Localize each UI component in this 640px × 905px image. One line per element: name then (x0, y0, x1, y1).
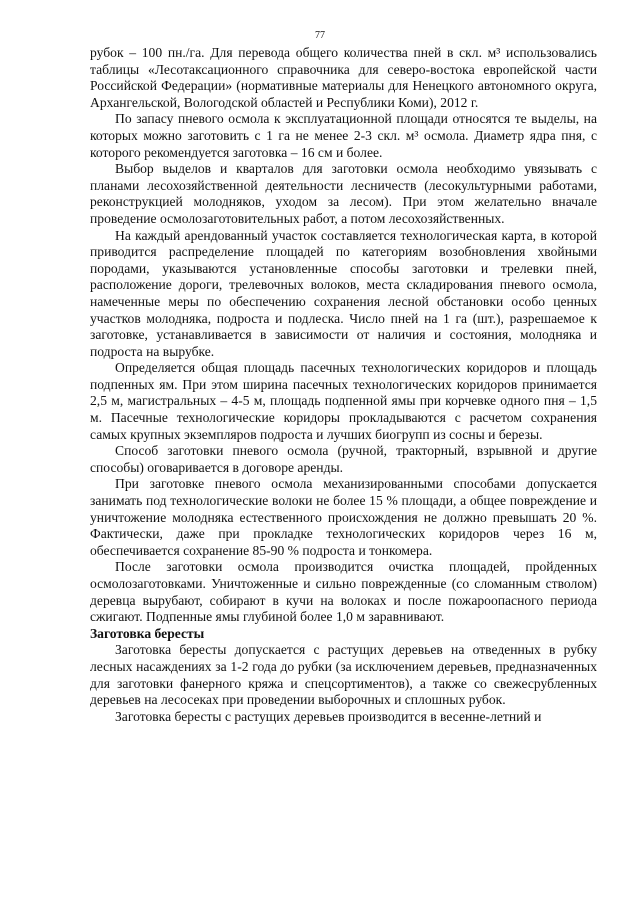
paragraph: На каждый арендованный участок составляется технологическая карта, в которой приводится распределение площадей по категориям возобновления хвойными породами, указываются установленные способы заготовки и трелевки пней, расположение дороги, трелевочных волоков, места складирования пневого осмола, намеченные меры по обеспечению сохранения лесной обстановки особо ценных участков молодняка, подроста и подлеска. Число пней на 1 га (шт.), разрешаемое к заготовке, устанавливается в зависимости от наличия и состояния, молодняка и подроста на вырубке. (90, 227, 597, 359)
paragraph: Заготовка бересты с растущих деревьев производится в весенне-летний и (115, 708, 542, 724)
paragraph: Выбор выделов и кварталов для заготовки осмола необходимо увязывать с планами лесохозяйственной деятельности лесничеств (лесокультурными работами, реконструкцией молодняков, уходом за лесом). При этом желательно вначале проведение осмолозаготовительных работ, а потом лесохозяйственных. (90, 161, 597, 226)
paragraph: При заготовке пневого осмола механизированными способами допускается занимать под технологические волоки не более 15 % площади, а общее повреждение и уничтожение молодняка естественного происхождения не должно превышать 20 %. Фактически, даже при прокладке технологических коридоров через 16 м, обеспечивается сохранение 85-90 % подроста и тонкомера. (90, 476, 597, 558)
paragraph: рубок – 100 пн./га. Для перевода общего количества пней в скл. м³ использовались таблицы «Лесотаксационного справочника для северо-востока европейской части Российской Федерации» (нормативные материалы для Ненецкого автономного округа, Архангельской, Вологодской областей и Республики Коми), 2012 г. (90, 45, 597, 110)
paragraph: После заготовки осмола производится очистка площадей, пройденных осмолозаготовками. Уничтоженные и сильно поврежденные (со сломанным стволом) деревца вырубают, собирают в кучи на волоках и после пожароопасного периода сжигают. Подпенные ямы глубиной более 1,0 м заравнивают. (90, 559, 597, 625)
body-text (90, 45, 597, 725)
paragraph: Способ заготовки пневого осмола (ручной, тракторный, взрывной и другие способы) оговаривается в договоре аренды. (90, 443, 597, 475)
paragraph: Определяется общая площадь пасечных технологических коридоров и площадь подпенных ям. При этом ширина пасечных технологических коридоров принимается 2,5 м, магистральных – 4-5 м, площадь подпенной ямы при корчевке одного пня – 1,5 м. Пасечные технологические коридоры прокладываются с расчетом сохранения самых крупных экземпляров подроста и лучших биогрупп из сосны и березы. (90, 360, 597, 442)
page-number: 77 (315, 30, 325, 41)
paragraph: По запасу пневого осмола к эксплуатационной площади относятся те выделы, на которых можно заготовить с 1 га не менее 2-3 скл. м³ осмола. Диаметр ядра пня, с которого рекомендуется заготовка – 16 см и более. (90, 111, 597, 160)
section-heading: Заготовка бересты (90, 625, 205, 641)
paragraph: Заготовка бересты допускается с растущих деревьев на отведенных в рубку лесных насаждениях за 1-2 года до рубки (за исключением деревьев, предназначенных для заготовки фанерного кряжа и спецсортиментов), а также со свежесрубленных деревьев на лесосеках при проведении выборочных и сплошных рубок. (90, 642, 597, 708)
